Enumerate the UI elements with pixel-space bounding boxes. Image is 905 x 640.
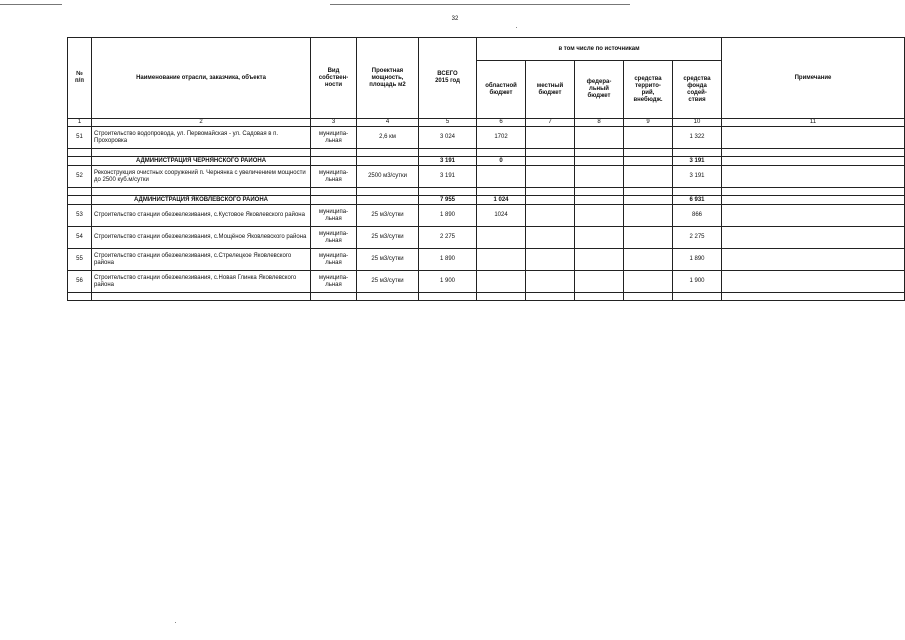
cell-empty (624, 188, 673, 196)
column-number: 2 (92, 119, 311, 127)
cell-local (526, 227, 575, 249)
cell-fund: 1 900 (673, 271, 722, 293)
cell-regional (477, 227, 526, 249)
cell-capacity: 2,6 км (357, 127, 419, 149)
cell-total: 2 275 (419, 227, 477, 249)
spacer-row (68, 188, 905, 196)
cell-total: 3 191 (419, 157, 477, 166)
cell-empty (477, 149, 526, 157)
cell-type (311, 157, 357, 166)
cell-empty (624, 293, 673, 301)
cell-local (526, 166, 575, 188)
cell-empty (357, 188, 419, 196)
header-regional: областной бюджет (477, 61, 526, 119)
cell-capacity: 25 м3/сутки (357, 271, 419, 293)
column-number: 6 (477, 119, 526, 127)
cell-fund: 3 191 (673, 166, 722, 188)
header-federal: федера- льный бюджет (575, 61, 624, 119)
cell-federal (575, 227, 624, 249)
cell-total: 1 900 (419, 271, 477, 293)
cell-num: 54 (68, 227, 92, 249)
cell-num: 56 (68, 271, 92, 293)
column-numbers-row (68, 119, 905, 127)
cell-num: 51 (68, 127, 92, 149)
header-num: № п/п (68, 38, 92, 119)
cell-empty (722, 149, 905, 157)
cell-capacity (357, 196, 419, 205)
cell-empty (68, 293, 92, 301)
cell-federal (575, 127, 624, 149)
cell-territorial (624, 271, 673, 293)
cell-local (526, 271, 575, 293)
cell-note (722, 205, 905, 227)
cell-total: 7 955 (419, 196, 477, 205)
column-number: 7 (526, 119, 575, 127)
cell-regional: 0 (477, 157, 526, 166)
cell-territorial (624, 227, 673, 249)
cell-regional: 1024 (477, 205, 526, 227)
cell-empty (526, 149, 575, 157)
table-row (68, 166, 905, 188)
cell-local (526, 157, 575, 166)
table-row (68, 127, 905, 149)
cell-federal (575, 166, 624, 188)
cell-empty (419, 149, 477, 157)
cell-num: 52 (68, 166, 92, 188)
cell-regional (477, 166, 526, 188)
cell-empty (526, 188, 575, 196)
cell-note (722, 166, 905, 188)
column-number: 3 (311, 119, 357, 127)
cell-total: 1 890 (419, 205, 477, 227)
cell-territorial (624, 249, 673, 271)
cell-empty (68, 149, 92, 157)
scan-speck (175, 622, 176, 623)
cell-capacity (357, 157, 419, 166)
column-number: 1 (68, 119, 92, 127)
cell-empty (673, 188, 722, 196)
scan-top-line-right (330, 4, 630, 5)
cell-federal (575, 196, 624, 205)
cell-empty (92, 149, 311, 157)
investment-table (67, 37, 905, 301)
cell-territorial (624, 157, 673, 166)
cell-federal (575, 249, 624, 271)
cell-num: 53 (68, 205, 92, 227)
header-territorial: средства террито- рий, внебюдж. (624, 61, 673, 119)
cell-territorial (624, 127, 673, 149)
cell-capacity: 25 м3/сутки (357, 249, 419, 271)
header-name: Наименование отрасли, заказчика, объекта (92, 38, 311, 119)
header-capacity: Проектная мощность, площадь м2 (357, 38, 419, 119)
cell-empty (92, 188, 311, 196)
header-fund: средства фонда содей- ствия (673, 61, 722, 119)
cell-type: муниципа- льная (311, 166, 357, 188)
cell-empty (311, 149, 357, 157)
cell-federal (575, 271, 624, 293)
cell-empty (722, 293, 905, 301)
cell-type: муниципа- льная (311, 249, 357, 271)
column-number: 8 (575, 119, 624, 127)
cell-empty (673, 293, 722, 301)
cell-type: муниципа- льная (311, 227, 357, 249)
scan-speck (516, 27, 517, 28)
header-local: местный бюджет (526, 61, 575, 119)
table-row (68, 227, 905, 249)
cell-empty (575, 293, 624, 301)
cell-num: 55 (68, 249, 92, 271)
cell-empty (575, 188, 624, 196)
cell-total: 3 191 (419, 166, 477, 188)
cell-empty (419, 188, 477, 196)
cell-type: муниципа- льная (311, 205, 357, 227)
group-title: АДМИНИСТРАЦИЯ ЧЕРНЯНСКОГО РАЙОНА (92, 157, 311, 166)
cell-empty (477, 188, 526, 196)
header-sources-group: в том числе по источникам (477, 38, 722, 61)
cell-empty (68, 188, 92, 196)
cell-federal (575, 205, 624, 227)
cell-empty (722, 188, 905, 196)
cell-regional: 1 024 (477, 196, 526, 205)
cell-note (722, 127, 905, 149)
header-total: ВСЕГО 2015 год (419, 38, 477, 119)
table-row (68, 205, 905, 227)
cell-type: муниципа- льная (311, 271, 357, 293)
cell-note (722, 227, 905, 249)
cell-capacity: 2500 м3/сутки (357, 166, 419, 188)
cell-empty (624, 149, 673, 157)
cell-name: Реконструкция очистных сооружений п. Чернянка с увеличением мощности до 2500 куб.м/сутки (92, 166, 311, 188)
header-type: Вид собствен- ности (311, 38, 357, 119)
cell-capacity: 25 м3/сутки (357, 227, 419, 249)
cell-empty (357, 149, 419, 157)
cell-empty (311, 188, 357, 196)
cell-note (722, 271, 905, 293)
cell-fund: 1 322 (673, 127, 722, 149)
cell-num (68, 157, 92, 166)
group-row (68, 157, 905, 166)
table-body (68, 127, 905, 301)
cell-name: Строительство станции обезжелезивания, с.Мощёное Яковлевского района (92, 227, 311, 249)
cell-local (526, 127, 575, 149)
cell-empty (575, 149, 624, 157)
cell-note (722, 196, 905, 205)
cell-empty (357, 293, 419, 301)
cell-type: муниципа- льная (311, 127, 357, 149)
cell-fund: 2 275 (673, 227, 722, 249)
cell-empty (419, 293, 477, 301)
cell-territorial (624, 205, 673, 227)
group-title: АДМИНИСТРАЦИЯ ЯКОВЛЕВСКОГО РАЙОНА (92, 196, 311, 205)
cell-territorial (624, 196, 673, 205)
cell-fund: 6 931 (673, 196, 722, 205)
cell-empty (526, 293, 575, 301)
spacer-row (68, 149, 905, 157)
cell-fund: 3 191 (673, 157, 722, 166)
cell-local (526, 249, 575, 271)
cell-note (722, 249, 905, 271)
cell-empty (311, 293, 357, 301)
scan-top-line-left (0, 4, 62, 5)
cell-empty (92, 293, 311, 301)
cell-regional (477, 249, 526, 271)
cell-regional (477, 271, 526, 293)
cell-empty (673, 149, 722, 157)
column-number: 11 (722, 119, 905, 127)
cell-note (722, 157, 905, 166)
cell-name: Строительство станции обезжелезивания, с.Стрелецкое Яковлевского района (92, 249, 311, 271)
cell-territorial (624, 166, 673, 188)
group-row (68, 196, 905, 205)
column-number: 4 (357, 119, 419, 127)
cell-name: Строительство станции обезжелезивания, с.Новая Глинка Яковлевского района (92, 271, 311, 293)
table-row (68, 271, 905, 293)
cell-name: Строительство водопровода, ул. Первомайская - ул. Садовая в п. Прохоровка (92, 127, 311, 149)
cell-total: 1 890 (419, 249, 477, 271)
cell-local (526, 205, 575, 227)
column-number: 10 (673, 119, 722, 127)
column-number: 5 (419, 119, 477, 127)
cell-federal (575, 157, 624, 166)
cell-capacity: 25 м3/сутки (357, 205, 419, 227)
cell-fund: 866 (673, 205, 722, 227)
page-number: 32 (451, 16, 459, 22)
cell-local (526, 196, 575, 205)
spacer-row (68, 293, 905, 301)
cell-regional: 1702 (477, 127, 526, 149)
column-number: 9 (624, 119, 673, 127)
cell-fund: 1 890 (673, 249, 722, 271)
cell-type (311, 196, 357, 205)
cell-empty (477, 293, 526, 301)
cell-total: 3 024 (419, 127, 477, 149)
cell-name: Строительство станции обезжелезивания, с.Кустовое Яковлевского района (92, 205, 311, 227)
cell-num (68, 196, 92, 205)
header-note: Примечание (722, 38, 905, 119)
table-row (68, 249, 905, 271)
